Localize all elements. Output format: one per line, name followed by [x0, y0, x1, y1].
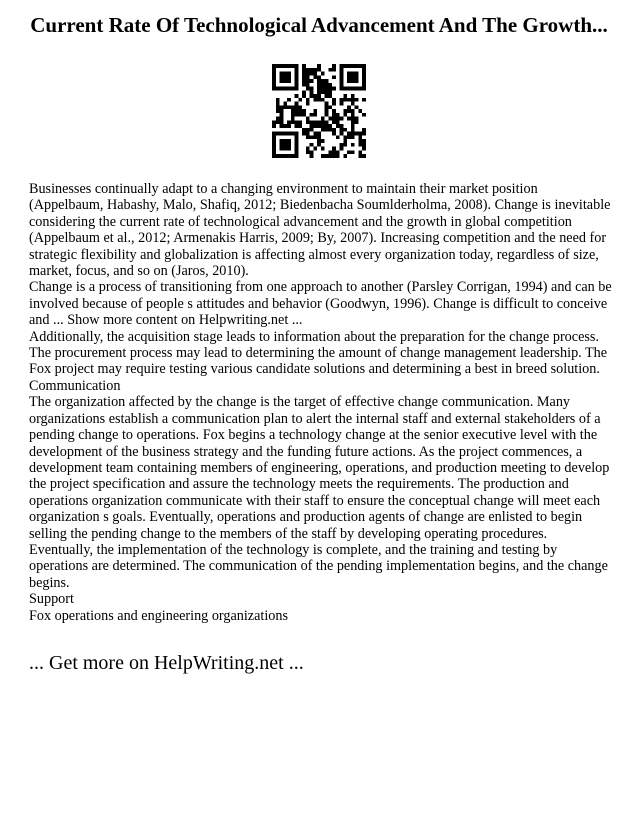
paragraph-intro: Businesses continually adapt to a changing environment to maintain their market position (Appelbaum, Habashy, Malo, Shafiq, 2012; Biedenbacha Soumlderholma, 2008). Change is inevitable considering the current rate of technological advancement and the growth in global competition (Appelbaum et al., 2012; Armenakis Harris, 2009; By, 2007). Increasing competition and the need for strategic flexibility and globalization is affecting almost every organization today, regardless of size, market, focus, and so on (Jaros, 2010).: [29, 181, 611, 280]
qr-code: [272, 64, 366, 158]
document-title: Current Rate Of Technological Advancement And The Growth...: [30, 13, 608, 37]
paragraph-change-process: Change is a process of transitioning from one approach to another (Parsley Corrigan, 1994) and can be involved because of people s attitudes and behavior (Goodwyn, 1996). Change is difficult to conceive and ... Show more content on Helpwriting.net ...: [29, 279, 612, 329]
paragraph-communication: The organization affected by the change is the target of effective change communication. Many organizations establish a communication plan to alert the internal staff and external stakeholders of a pending change to operations. Fox begins a technology change at the senior executive level with the development of the business strategy and the funding future actions. As the project commences, a development team containing members of engineering, operations, and production meeting to develop the project specification and assure the technology meets the requirements. The production and operations organization communicate with their staff to ensure the conceptual change will meet each organization s goals. Eventually, operations and production agents of change are enlisted to begin selling the pending change to the members of the staff by developing operating procedures.: [29, 394, 610, 542]
paragraph-acquisition: Additionally, the acquisition stage leads to information about the preparation for the change process. The procurement process may lead to determining the amount of change management leadership. The Fox project may require testing various candidate solutions and determining a best in breed solution.: [29, 328, 608, 378]
paragraph-support: Fox operations and engineering organizations: [29, 607, 288, 624]
document-body: [29, 181, 613, 624]
paragraph-implementation: Eventually, the implementation of the technology is complete, and the training and testing by operations are determined. The communication of the pending implementation begins, and the change begins.: [29, 541, 608, 591]
get-more-link[interactable]: ... Get more on HelpWriting.net ...: [29, 652, 304, 674]
heading-support: Support: [29, 591, 74, 608]
heading-communication: Communication: [29, 377, 121, 394]
